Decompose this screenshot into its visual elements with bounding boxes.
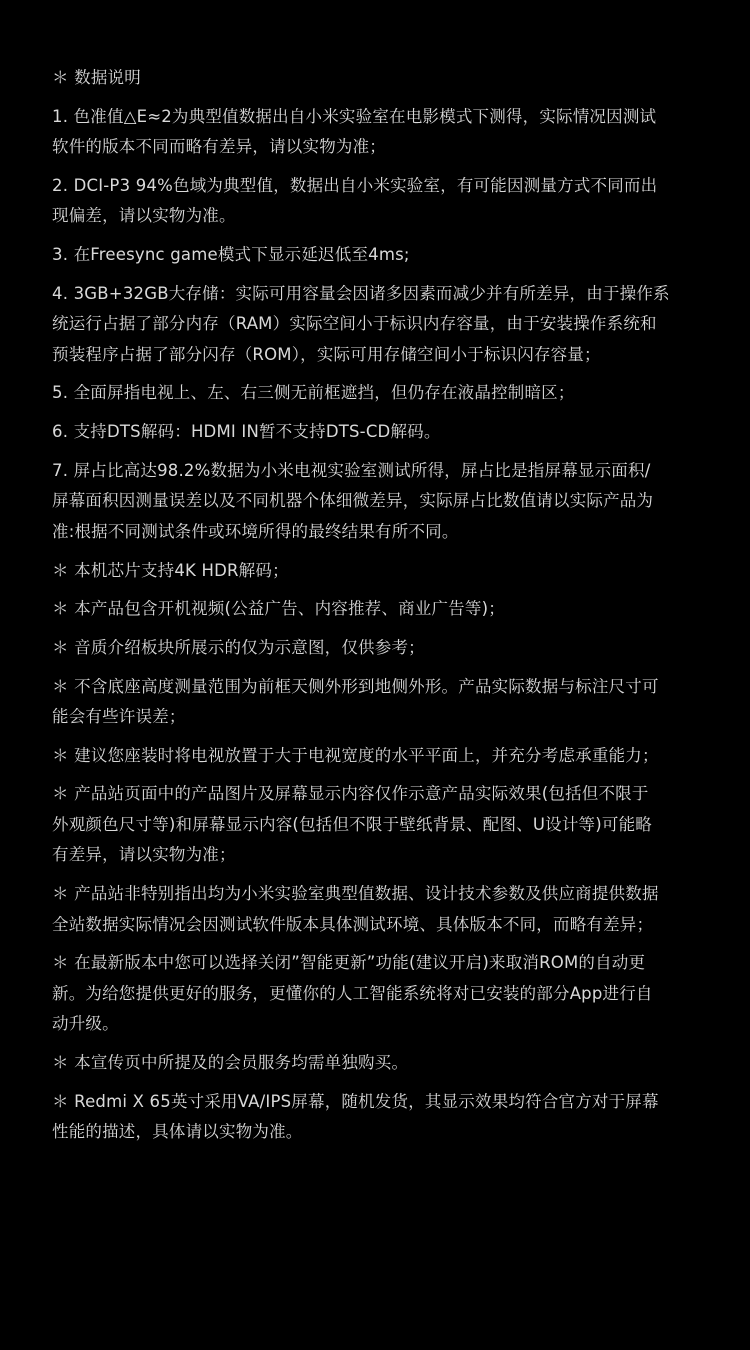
paragraph-gap [52,163,704,171]
paragraph-gap [52,940,704,948]
paragraph-gap [52,771,704,779]
paragraph-gap [52,94,704,102]
note-line: 软件的版本不同而略有差异，请以实物为准； [52,137,386,157]
note-line: ＊ 本产品包含开机视频(公益广告、内容推荐、商业广告等)； [52,599,505,619]
note-paragraph [52,279,704,371]
note-line: ＊ 在最新版本中您可以选择关闭”智能更新”功能(建议开启)来取消ROM的自动更 [52,953,646,973]
paragraph-gap [52,871,704,879]
note-line: 屏幕面积因测量误差以及不同机器个体细微差异，实际屏占比数值请以实际产品为 [52,491,654,511]
note-line: 外观颜色尺寸等)和屏幕显示内容(包括但不限于壁纸背景、配图、U设计等)可能略 [52,814,652,834]
note-line: 3. 在Freesync game模式下显示延迟低至4ms; [52,245,410,265]
note-line: 5. 全面屏指电视上、左、右三侧无前框遮挡，但仍存在液晶控制暗区； [52,383,575,403]
note-line: 4. 3GB+32GB大存储：实际可用容量会因诸多因素而减少并有所差异，由于操作系 [52,283,670,303]
note-paragraph [52,1048,704,1079]
note-line: 性能的描述，具体请以实物为准。 [52,1122,303,1142]
note-paragraph [52,417,704,448]
paragraph-gap [52,370,704,378]
note-line: ＊ Redmi X 65英寸采用VA/IPS屏幕，随机发货，其显示效果均符合官方对于屏幕 [52,1091,659,1111]
note-line: ＊ 音质介绍板块所展示的仅为示意图，仅供参考； [52,637,425,657]
note-line: 新。为给您提供更好的服务，更懂你的人工智能系统将对已安装的部分App进行自 [52,983,653,1003]
disclaimer-notes [52,63,704,1148]
paragraph-gap [52,232,704,240]
note-paragraph [52,633,704,664]
note-paragraph [52,456,704,548]
note-paragraph [52,1087,704,1148]
note-paragraph [52,779,704,871]
note-line: 有差异，请以实物为准； [52,845,236,865]
note-line: ＊ 产品站页面中的产品图片及屏幕显示内容仅作示意产品实际效果(包括但不限于 [52,784,649,804]
paragraph-gap [52,271,704,279]
paragraph-gap [52,547,704,555]
note-line: 6. 支持DTS解码：HDMI IN暂不支持DTS-CD解码。 [52,422,441,442]
note-paragraph [52,594,704,625]
note-line: 2. DCI-P3 94%色域为典型值，数据出自小米实验室，有可能因测量方式不同而出 [52,175,658,195]
note-line: ＊ 本机芯片支持4K HDR解码； [52,560,289,580]
note-line: 现偏差，请以实物为准。 [52,206,236,226]
paragraph-gap [52,733,704,741]
note-paragraph [52,741,704,772]
note-line: ＊ 产品站非特别指出均为小米实验室典型值数据、设计技术参数及供应商提供数据 [52,884,659,904]
note-paragraph [52,240,704,271]
note-line: 预装程序占据了部分闪存（ROM），实际可用存储空间小于标识闪存容量； [52,344,601,364]
note-line: ＊ 建议您座装时将电视放置于大于电视宽度的水平平面上，并充分考虑承重能力； [52,745,659,765]
note-line: 能会有些许误差； [52,707,186,727]
note-line: 统运行占据了部分内存（RAM）实际空间小于标识内存容量，由于安装操作系统和 [52,314,657,334]
note-paragraph [52,879,704,940]
note-line: 7. 屏占比高达98.2%数据为小米电视实验室测试所得，屏占比是指屏幕显示面积/ [52,460,651,480]
notes-heading [52,63,704,94]
note-line: 准:根据不同测试条件或环境所得的最终结果有所不同。 [52,521,459,541]
note-paragraph [52,102,704,163]
note-paragraph [52,171,704,232]
paragraph-gap [52,586,704,594]
note-paragraph [52,948,704,1040]
paragraph-gap [52,1040,704,1048]
paragraph-gap [52,409,704,417]
paragraph-gap [52,1079,704,1087]
paragraph-gap [52,448,704,456]
note-line: 全站数据实际情况会因测试软件版本具体测试环境、具体版本不同，而略有差异； [52,914,654,934]
note-line: ＊ 数据说明 [52,68,141,87]
note-line: 1. 色准值△E≈2为典型值数据出自小米实验室在电影模式下测得，实际情况因测试 [52,106,657,126]
note-line: 动升级。 [52,1014,119,1034]
note-paragraph [52,672,704,733]
paragraph-gap [52,625,704,633]
note-paragraph [52,556,704,587]
paragraph-gap [52,663,704,671]
note-paragraph [52,378,704,409]
note-line: ＊ 不含底座高度测量范围为前框天侧外形到地侧外形。产品实际数据与标注尺寸可 [52,676,659,696]
note-line: ＊ 本宣传页中所提及的会员服务均需单独购买。 [52,1053,409,1072]
